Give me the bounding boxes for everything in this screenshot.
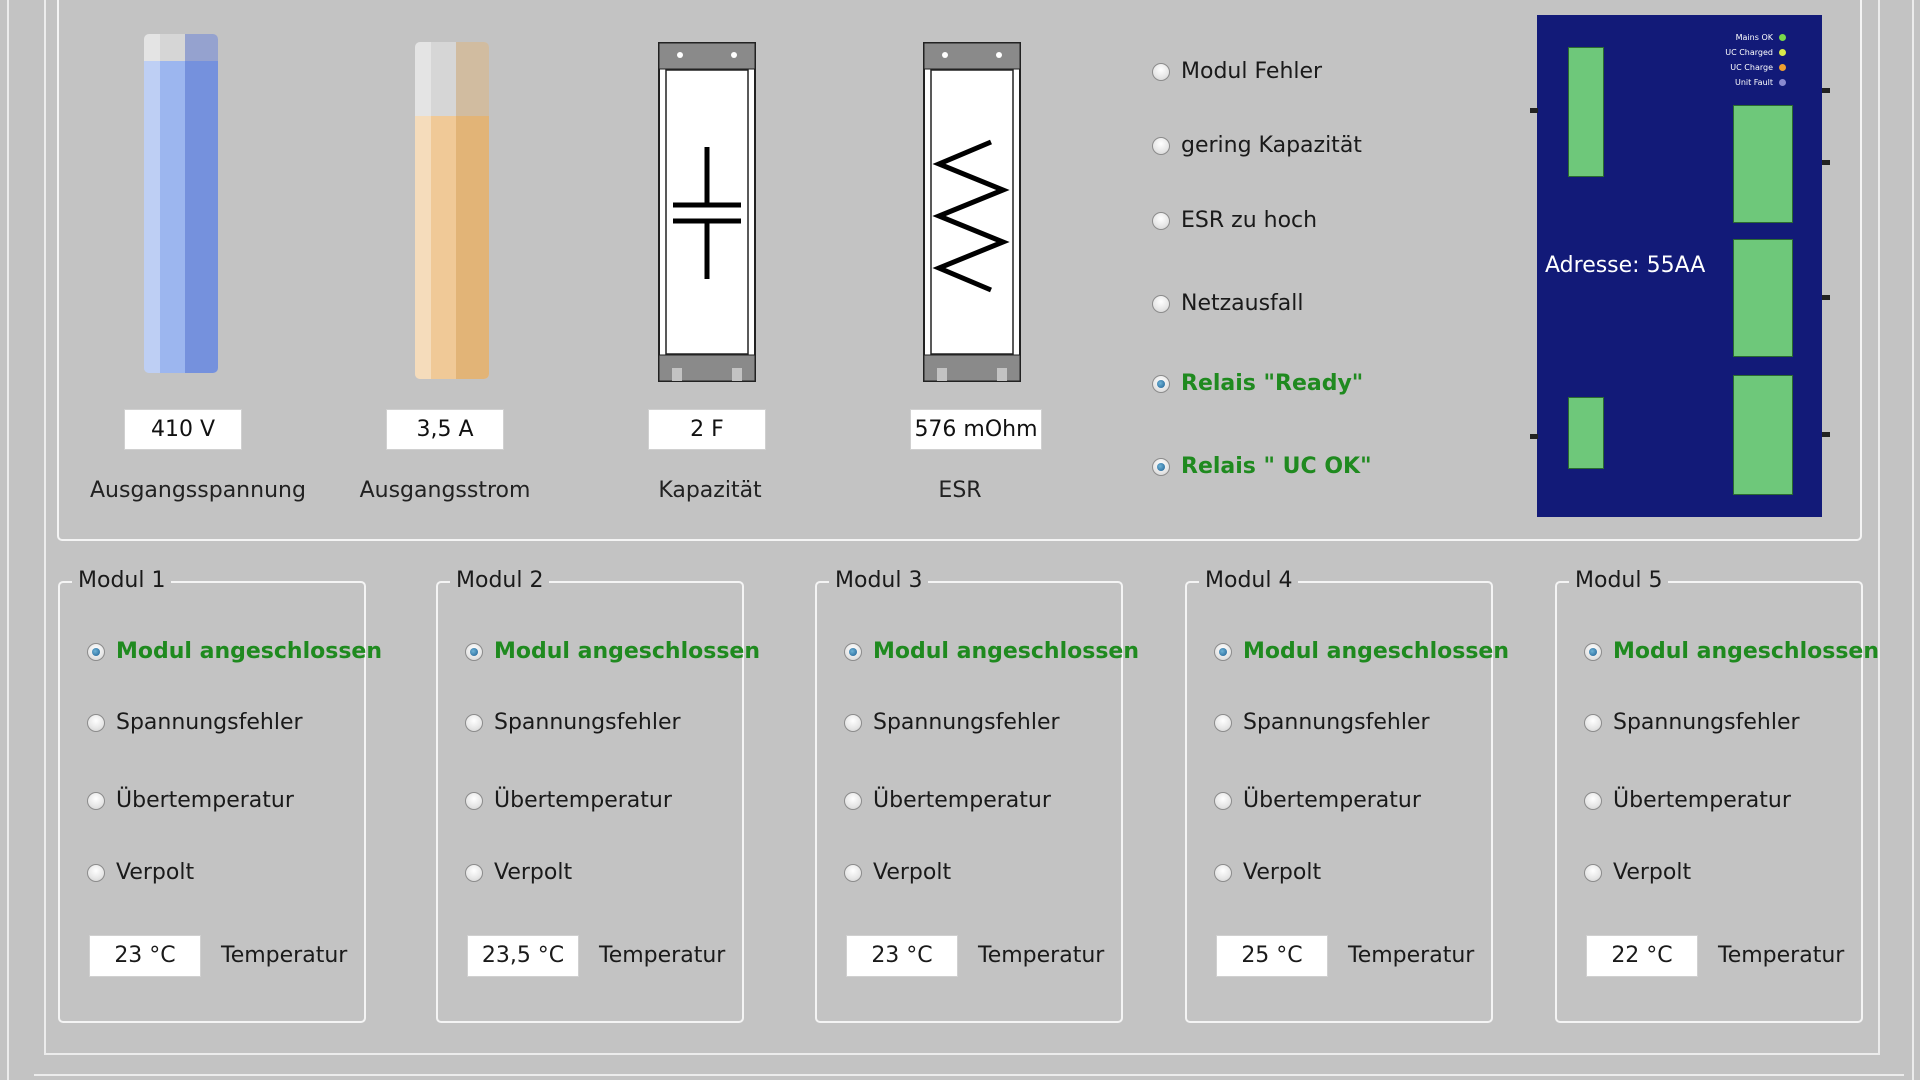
radio-indicator[interactable]: [1584, 643, 1602, 661]
module-option-4[interactable]: [1584, 860, 1691, 885]
radio-indicator[interactable]: [465, 792, 483, 810]
led-label: Mains OK: [1735, 33, 1773, 42]
module-option-label: Modul angeschlossen: [494, 639, 761, 664]
module-option-label: Spannungsfehler: [873, 710, 1060, 735]
module-option-4[interactable]: [87, 860, 194, 885]
status-label: ESR zu hoch: [1181, 208, 1318, 233]
module-title: Modul 2: [450, 568, 549, 593]
temperature-value: 22 °C: [1586, 935, 1698, 977]
radio-indicator[interactable]: [1152, 375, 1170, 393]
led-uc-charge: [1730, 63, 1786, 72]
radio-indicator[interactable]: [1214, 864, 1232, 882]
module-option-2[interactable]: [1584, 710, 1800, 735]
connector-right-1: [1733, 105, 1793, 223]
esr-value: 576 mOhm: [910, 409, 1042, 450]
connector-right-3: [1733, 375, 1793, 495]
status-label: Relais "Ready": [1181, 371, 1364, 396]
module-option-2[interactable]: [1214, 710, 1430, 735]
module-option-label: Übertemperatur: [1613, 788, 1791, 813]
current-label: Ausgangsstrom: [359, 478, 531, 503]
radio-indicator[interactable]: [465, 643, 483, 661]
status-netzausfall[interactable]: [1152, 291, 1304, 316]
led-label: UC Charged: [1725, 48, 1773, 57]
module-option-1[interactable]: [1584, 639, 1879, 664]
radio-indicator[interactable]: [1214, 643, 1232, 661]
bottom-edge-line: [34, 1074, 1904, 1076]
resistor-icon: [923, 42, 1021, 382]
module-option-label: Spannungsfehler: [1613, 710, 1800, 735]
module-option-label: Übertemperatur: [116, 788, 294, 813]
temperature-label: Temperatur: [221, 943, 348, 968]
connector-right-2: [1733, 239, 1793, 357]
temperature-value: 23 °C: [846, 935, 958, 977]
module-option-label: Verpolt: [1613, 860, 1692, 885]
module-option-3[interactable]: [465, 788, 672, 813]
device-nub: [1822, 160, 1830, 165]
module-panel-3: [815, 568, 1140, 1023]
device-nub: [1530, 434, 1538, 439]
radio-indicator[interactable]: [87, 643, 105, 661]
device-diagram: [1537, 15, 1822, 517]
voltage-label: Ausgangsspannung: [90, 478, 306, 503]
status-label: Netzausfall: [1181, 291, 1304, 316]
module-option-4[interactable]: [1214, 860, 1321, 885]
module-option-3[interactable]: [1584, 788, 1791, 813]
module-option-label: Modul angeschlossen: [116, 639, 383, 664]
led-label: Unit Fault: [1734, 78, 1773, 87]
module-title: Modul 5: [1569, 568, 1668, 593]
module-option-label: Verpolt: [494, 860, 573, 885]
right-edge-line: [1912, 0, 1914, 1080]
left-edge-line: [7, 0, 9, 1080]
module-panel-5: [1555, 568, 1880, 1023]
module-option-1[interactable]: [844, 639, 1139, 664]
radio-indicator[interactable]: [844, 643, 862, 661]
radio-indicator[interactable]: [1584, 714, 1602, 732]
temperature-value: 23,5 °C: [467, 935, 579, 977]
radio-indicator[interactable]: [1152, 137, 1170, 155]
module-option-2[interactable]: [87, 710, 303, 735]
module-option-4[interactable]: [844, 860, 951, 885]
module-option-label: Verpolt: [116, 860, 195, 885]
radio-indicator[interactable]: [87, 864, 105, 882]
module-option-3[interactable]: [87, 788, 294, 813]
module-option-4[interactable]: [465, 860, 572, 885]
status-gering-kapazitaet[interactable]: [1152, 133, 1362, 158]
capacity-value: 2 F: [648, 409, 766, 450]
radio-indicator[interactable]: [465, 864, 483, 882]
module-panel-4: [1185, 568, 1510, 1023]
module-option-label: Spannungsfehler: [116, 710, 303, 735]
module-option-label: Verpolt: [1243, 860, 1322, 885]
temperature-label: Temperatur: [599, 943, 726, 968]
radio-indicator[interactable]: [465, 714, 483, 732]
status-label: Relais " UC OK": [1181, 454, 1372, 479]
device-nub: [1822, 432, 1830, 437]
radio-indicator[interactable]: [844, 864, 862, 882]
temperature-label: Temperatur: [1348, 943, 1475, 968]
temperature-label: Temperatur: [978, 943, 1105, 968]
device-nub: [1530, 108, 1538, 113]
voltage-level-gauge: [144, 34, 218, 373]
status-relais-ready[interactable]: [1152, 371, 1363, 396]
radio-indicator[interactable]: [1152, 295, 1170, 313]
radio-indicator[interactable]: [1584, 792, 1602, 810]
temperature-label: Temperatur: [1718, 943, 1845, 968]
status-modul-fehler[interactable]: [1152, 59, 1322, 84]
module-option-1[interactable]: [465, 639, 760, 664]
status-relais-uc-ok[interactable]: [1152, 454, 1372, 479]
temperature-value: 23 °C: [89, 935, 201, 977]
esr-label: ESR: [938, 478, 982, 503]
radio-indicator[interactable]: [1152, 63, 1170, 81]
module-option-label: Übertemperatur: [1243, 788, 1421, 813]
radio-indicator[interactable]: [844, 792, 862, 810]
module-panel-1: [58, 568, 383, 1023]
radio-indicator[interactable]: [87, 792, 105, 810]
module-panel-2: [436, 568, 761, 1023]
module-option-label: Übertemperatur: [873, 788, 1051, 813]
radio-indicator[interactable]: [1214, 714, 1232, 732]
module-title: Modul 1: [72, 568, 171, 593]
connector-left-bottom: [1568, 397, 1604, 469]
capacity-label: Kapazität: [658, 478, 762, 503]
module-option-label: Modul angeschlossen: [873, 639, 1140, 664]
module-option-1[interactable]: [1214, 639, 1509, 664]
current-value: 3,5 A: [386, 409, 504, 450]
radio-indicator[interactable]: [1152, 458, 1170, 476]
radio-indicator[interactable]: [844, 714, 862, 732]
led-label: UC Charge: [1730, 63, 1773, 72]
module-option-2[interactable]: [844, 710, 1060, 735]
radio-indicator[interactable]: [1584, 864, 1602, 882]
connector-left-top: [1568, 47, 1604, 177]
led-uc-charged: [1725, 48, 1786, 57]
device-nub: [1822, 295, 1830, 300]
module-option-label: Spannungsfehler: [494, 710, 681, 735]
device-address: Adresse: 55AA: [1545, 253, 1706, 278]
led-mains-ok: [1736, 33, 1786, 42]
temperature-value: 25 °C: [1216, 935, 1328, 977]
module-option-label: Modul angeschlossen: [1613, 639, 1880, 664]
radio-indicator[interactable]: [87, 714, 105, 732]
status-esr-zu-hoch[interactable]: [1152, 208, 1317, 233]
module-option-1[interactable]: [87, 639, 382, 664]
module-option-2[interactable]: [465, 710, 681, 735]
module-option-label: Spannungsfehler: [1243, 710, 1430, 735]
radio-indicator[interactable]: [1214, 792, 1232, 810]
current-level-gauge: [415, 42, 489, 379]
module-option-3[interactable]: [844, 788, 1051, 813]
radio-indicator[interactable]: [1152, 212, 1170, 230]
module-option-label: Übertemperatur: [494, 788, 672, 813]
module-option-label: Verpolt: [873, 860, 952, 885]
capacitor-icon: [658, 42, 756, 382]
module-title: Modul 4: [1199, 568, 1298, 593]
status-label: gering Kapazität: [1181, 133, 1362, 158]
voltage-value: 410 V: [124, 409, 242, 450]
status-label: Modul Fehler: [1181, 59, 1323, 84]
module-title: Modul 3: [829, 568, 928, 593]
led-unit-fault: [1735, 78, 1786, 87]
module-option-3[interactable]: [1214, 788, 1421, 813]
device-nub: [1822, 88, 1830, 93]
module-option-label: Modul angeschlossen: [1243, 639, 1510, 664]
